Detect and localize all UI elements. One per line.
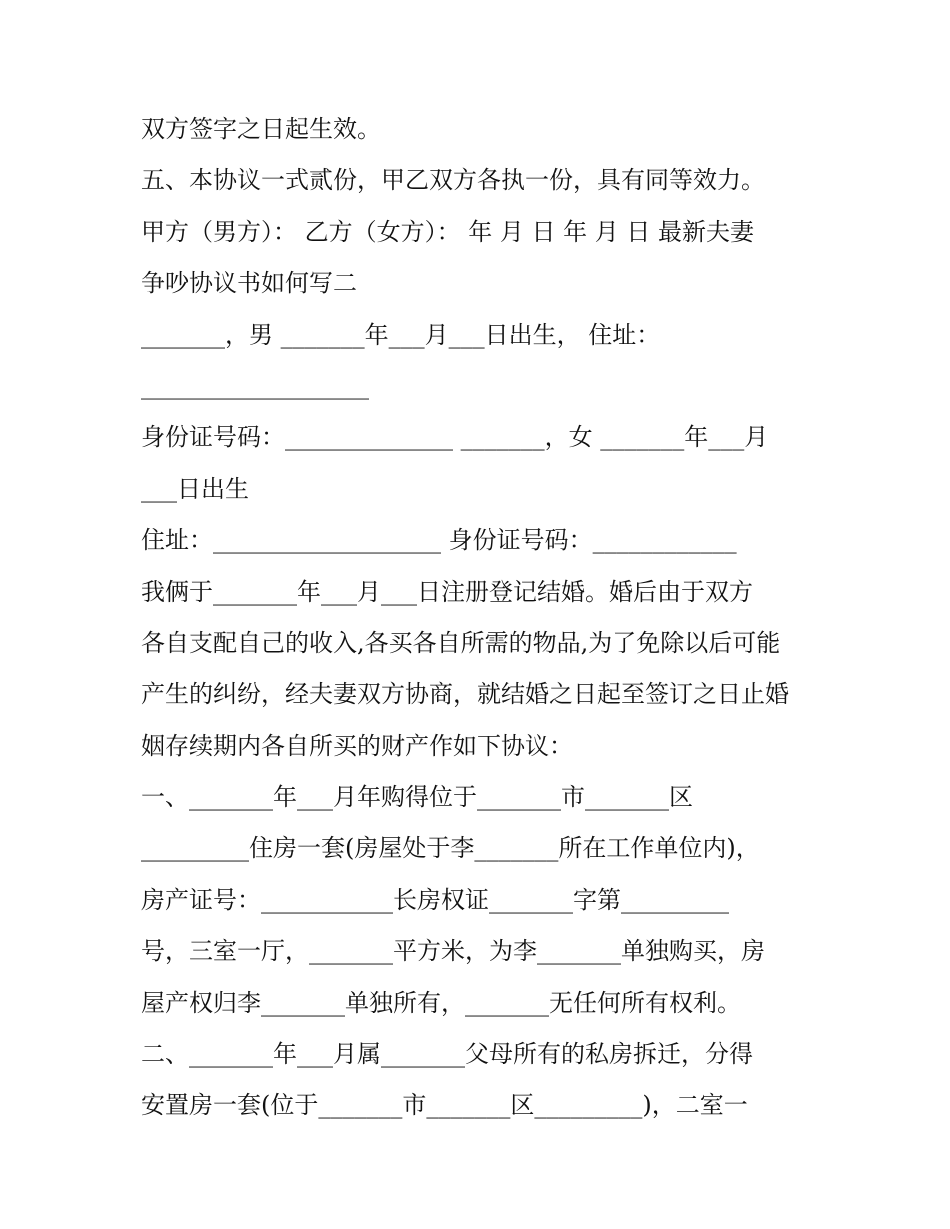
text-line: _________住房一套(房屋处于李_______所在工作单位内)， bbox=[141, 834, 760, 863]
text-line: ___日出生 bbox=[141, 474, 249, 503]
text-line: 争吵协议书如何写二 bbox=[141, 269, 357, 298]
text-line: 身份证号码：______________ _______，女 _______年___月 bbox=[141, 423, 769, 452]
text-line: 我俩于_______年___月___日注册登记结婚。婚后由于双方 bbox=[141, 577, 753, 606]
text-line: 甲方（男方）： 乙方（女方）： 年 月 日 年 月 日 最新夫妻 bbox=[141, 217, 755, 246]
text-line: ___________________ bbox=[141, 371, 369, 400]
text-line: 产生的纠纷，经夫妻双方协商，就结婚之日起至签订之日止婚 bbox=[141, 680, 789, 709]
text-line: 号，三室一厅，_______平方米，为李_______单独购买，房 bbox=[141, 937, 765, 966]
text-line: 各自支配自己的收入,各买各自所需的物品,为了免除以后可能 bbox=[141, 628, 781, 657]
text-line: 住址：___________________ 身份证号码：____________ bbox=[141, 526, 737, 555]
text-line: 二、_______年___月属_______父母所有的私房拆迁，分得 bbox=[141, 1040, 753, 1069]
text-line: 五、本协议一式贰份，甲乙双方各执一份，具有同等效力。 bbox=[141, 166, 765, 195]
text-line: 房产证号：___________长房权证_______字第_________ bbox=[141, 885, 729, 914]
text-line: 一、_______年___月年购得位于_______市_______区 bbox=[141, 783, 693, 812]
document-body bbox=[141, 104, 821, 1132]
text-line: 安置房一套(位于_______市_______区_________)，二室一 bbox=[141, 1091, 748, 1120]
text-line: 双方签字之日起生效。 bbox=[141, 115, 381, 143]
text-line: 屋产权归李_______单独所有，_______无任何所有权利。 bbox=[141, 988, 741, 1017]
text-line: 姻存续期内各自所买的财产作如下协议： bbox=[141, 731, 573, 760]
text-line: _______，男 _______年___月___日出生， 住址： bbox=[141, 320, 661, 349]
